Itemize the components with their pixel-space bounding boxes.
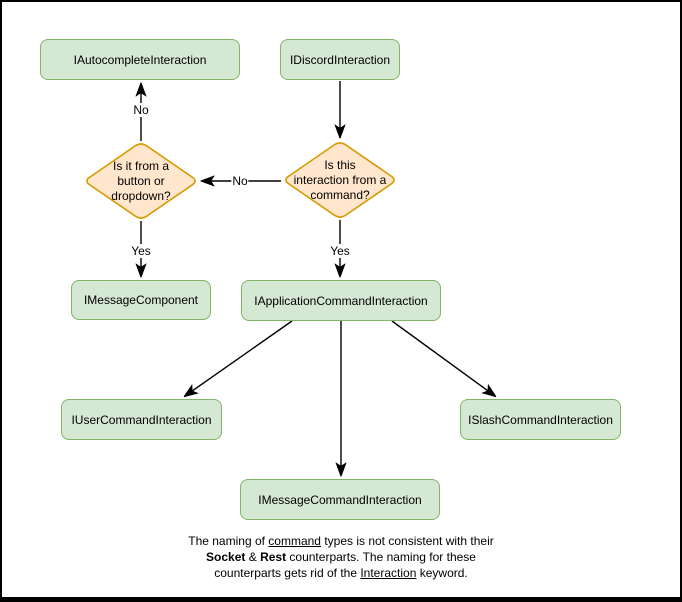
note-text: types is not consistent with their	[320, 534, 494, 548]
note-text-underlined: Interaction	[360, 566, 417, 580]
naming-note-line2	[0, 549, 682, 565]
note-text: &	[245, 550, 261, 564]
node-label: IApplicationCommandInteraction	[254, 293, 428, 308]
decision-button-dropdown-label	[84, 142, 198, 220]
edge-label-no-up: No	[133, 103, 149, 117]
node-application-command-interaction	[241, 280, 441, 321]
node-label: IDiscordInteraction	[289, 52, 391, 67]
naming-note-line1	[0, 533, 682, 549]
note-text-bold: Rest	[260, 550, 287, 564]
node-user-command-interaction	[61, 399, 222, 440]
decision-line: Is it from a	[112, 158, 169, 173]
decision-line: dropdown?	[111, 188, 171, 203]
note-text: The naming of	[188, 534, 269, 548]
node-slash-command-interaction	[460, 399, 621, 440]
edge-to-slash-command	[392, 321, 495, 396]
naming-note-line3	[0, 565, 682, 581]
node-label: IMessageCommandInteraction	[258, 492, 422, 507]
naming-note	[0, 533, 682, 581]
node-label: IAutocompleteInteraction	[73, 52, 207, 67]
edge-label-no-left: No	[232, 174, 248, 188]
edge-label-yes-right: Yes	[330, 244, 350, 258]
note-text: counterparts. The naming for these	[286, 550, 476, 564]
note-text-bold: Socket	[206, 550, 246, 564]
decision-line: command?	[310, 187, 370, 202]
node-message-command-interaction	[240, 479, 440, 520]
decision-line: interaction from a	[293, 172, 387, 187]
decision-from-command-label	[283, 141, 397, 219]
note-text-underlined: command	[268, 534, 321, 548]
node-label: IMessageComponent	[83, 293, 199, 307]
node-autocomplete-interaction	[40, 39, 240, 80]
decision-line: button or	[117, 173, 165, 188]
edge-to-user-command	[185, 321, 292, 396]
edge-label-yes-left: Yes	[131, 244, 151, 258]
node-message-component	[71, 280, 211, 320]
node-label: ISlashCommandInteraction	[468, 412, 613, 427]
node-label: IUserCommandInteraction	[71, 412, 212, 427]
node-discord-interaction	[280, 39, 400, 80]
note-text: counterparts gets rid of the	[214, 566, 361, 580]
note-text: keyword.	[416, 566, 468, 580]
decision-line: Is this	[324, 157, 356, 172]
